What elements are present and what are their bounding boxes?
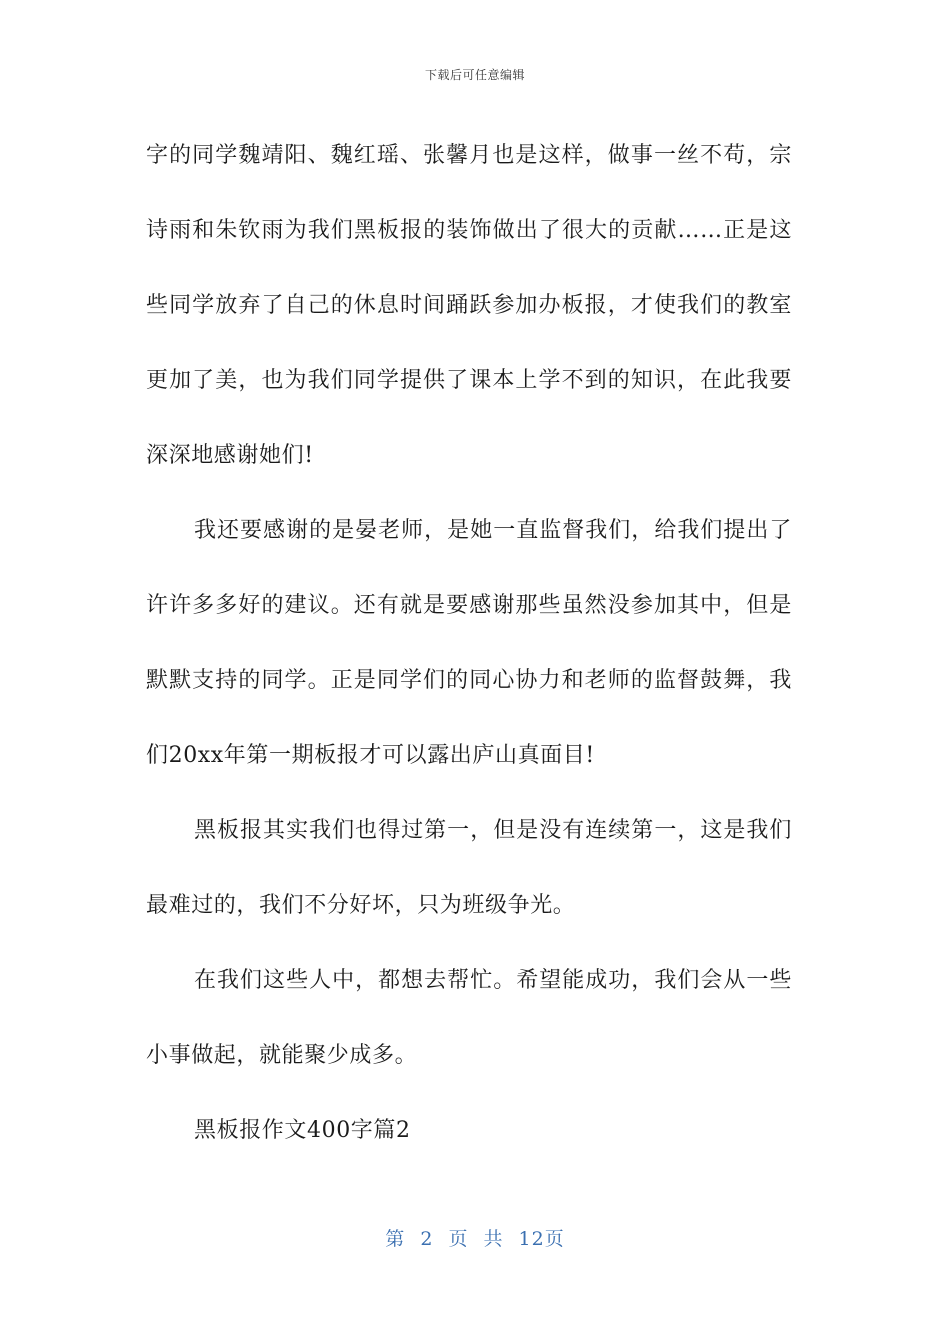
header-note: 下载后可任意编辑 bbox=[424, 68, 525, 82]
page-indicator: 第 2 页 共 12页 bbox=[385, 1228, 565, 1250]
paragraph-1: 字的同学魏靖阳、魏红瑶、张馨月也是这样，做事一丝不苟，宗诗雨和朱钦雨为我们黑板报的装饰做出了很大的贡献……正是这些同学放弃了自己的休息时间踊跃参加办板报，才使我们的教室更加了美，也为我们同学提供了课本上学不到的知识，在此我要深深地感谢她们! bbox=[146, 143, 792, 468]
section-heading: 黑板报作文400字篇2 bbox=[194, 1118, 411, 1143]
paragraph-4: 在我们这些人中，都想去帮忙。希望能成功，我们会从一些小事做起，就能聚少成多。 bbox=[146, 968, 792, 1068]
document-body bbox=[146, 118, 792, 1168]
paragraph-2: 我还要感谢的是晏老师，是她一直监督我们，给我们提出了许许多多好的建议。还有就是要感谢那些虽然没参加其中，但是默默支持的同学。正是同学们的同心协力和老师的监督鼓舞，我们20xx年第一期板报才可以露出庐山真面目! bbox=[146, 518, 792, 768]
paragraph-3: 黑板报其实我们也得过第一，但是没有连续第一，这是我们最难过的，我们不分好坏，只为班级争光。 bbox=[146, 818, 792, 918]
